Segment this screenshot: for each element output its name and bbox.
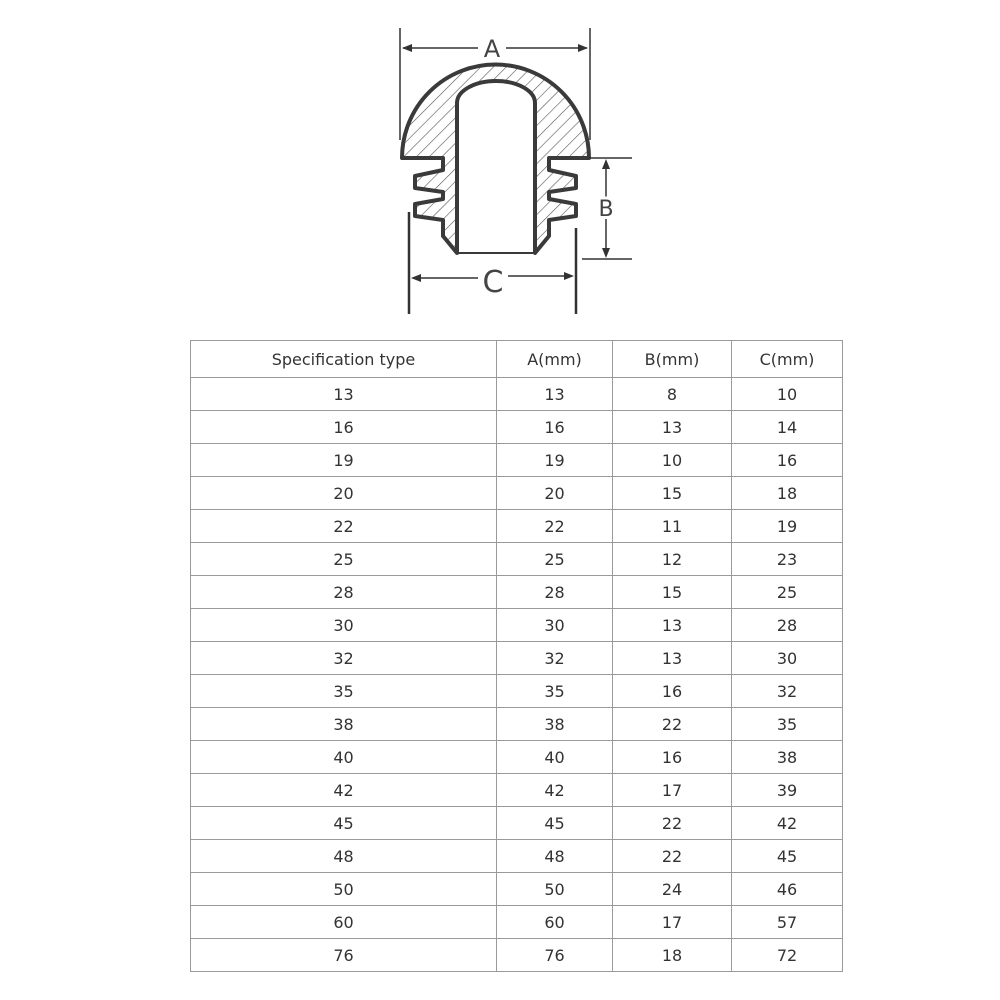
cell-specification-type: 76 (191, 939, 497, 972)
cell-b-mm: 13 (613, 411, 732, 444)
label-b: B (598, 197, 614, 222)
cell-specification-type: 48 (191, 840, 497, 873)
table-row (191, 576, 843, 609)
table-row (191, 378, 843, 411)
table-header-row (191, 341, 843, 378)
cell-c-mm: 39 (732, 774, 843, 807)
header-a-mm: A(mm) (497, 341, 613, 378)
cell-c-mm: 14 (732, 411, 843, 444)
table-row (191, 411, 843, 444)
cell-b-mm: 10 (613, 444, 732, 477)
cell-b-mm: 22 (613, 807, 732, 840)
cell-a-mm: 32 (497, 642, 613, 675)
table-row (191, 609, 843, 642)
table-row (191, 741, 843, 774)
cell-c-mm: 19 (732, 510, 843, 543)
table-row (191, 807, 843, 840)
cell-specification-type: 38 (191, 708, 497, 741)
cell-c-mm: 35 (732, 708, 843, 741)
cell-specification-type: 19 (191, 444, 497, 477)
header-c-mm: C(mm) (732, 341, 843, 378)
cell-specification-type: 16 (191, 411, 497, 444)
cell-c-mm: 46 (732, 873, 843, 906)
cell-c-mm: 42 (732, 807, 843, 840)
cell-specification-type: 20 (191, 477, 497, 510)
table-row (191, 906, 843, 939)
cell-a-mm: 30 (497, 609, 613, 642)
cell-b-mm: 18 (613, 939, 732, 972)
cell-b-mm: 16 (613, 741, 732, 774)
table-row (191, 642, 843, 675)
cell-specification-type: 45 (191, 807, 497, 840)
cell-a-mm: 35 (497, 675, 613, 708)
cell-specification-type: 30 (191, 609, 497, 642)
cell-b-mm: 16 (613, 675, 732, 708)
cell-a-mm: 45 (497, 807, 613, 840)
cell-specification-type: 25 (191, 543, 497, 576)
cell-specification-type: 35 (191, 675, 497, 708)
cell-a-mm: 42 (497, 774, 613, 807)
cell-c-mm: 32 (732, 675, 843, 708)
cell-a-mm: 40 (497, 741, 613, 774)
cell-a-mm: 28 (497, 576, 613, 609)
table-row (191, 708, 843, 741)
cell-a-mm: 38 (497, 708, 613, 741)
cell-a-mm: 16 (497, 411, 613, 444)
cell-specification-type: 50 (191, 873, 497, 906)
table-row (191, 840, 843, 873)
cell-a-mm: 48 (497, 840, 613, 873)
table-row (191, 675, 843, 708)
cell-c-mm: 57 (732, 906, 843, 939)
table-row (191, 477, 843, 510)
cell-specification-type: 32 (191, 642, 497, 675)
cell-b-mm: 15 (613, 576, 732, 609)
cell-a-mm: 50 (497, 873, 613, 906)
cap-section (402, 65, 589, 254)
label-c: C (482, 265, 504, 300)
cell-specification-type: 60 (191, 906, 497, 939)
cell-b-mm: 15 (613, 477, 732, 510)
cell-b-mm: 11 (613, 510, 732, 543)
cell-c-mm: 72 (732, 939, 843, 972)
cell-c-mm: 30 (732, 642, 843, 675)
cell-b-mm: 8 (613, 378, 732, 411)
cell-specification-type: 22 (191, 510, 497, 543)
cell-c-mm: 25 (732, 576, 843, 609)
table-row (191, 873, 843, 906)
cell-specification-type: 28 (191, 576, 497, 609)
cell-a-mm: 22 (497, 510, 613, 543)
table-body (191, 378, 843, 972)
cell-a-mm: 25 (497, 543, 613, 576)
cell-b-mm: 13 (613, 609, 732, 642)
cell-c-mm: 28 (732, 609, 843, 642)
cell-b-mm: 17 (613, 906, 732, 939)
cell-b-mm: 12 (613, 543, 732, 576)
cell-c-mm: 16 (732, 444, 843, 477)
table-row (191, 510, 843, 543)
cell-b-mm: 22 (613, 840, 732, 873)
cell-a-mm: 60 (497, 906, 613, 939)
label-a: A (483, 35, 501, 63)
cell-c-mm: 10 (732, 378, 843, 411)
cell-b-mm: 24 (613, 873, 732, 906)
cell-a-mm: 20 (497, 477, 613, 510)
end-cap-cross-section-diagram (0, 0, 1000, 330)
specification-table (190, 340, 843, 972)
table-row (191, 939, 843, 972)
cell-b-mm: 17 (613, 774, 732, 807)
header-b-mm: B(mm) (613, 341, 732, 378)
cell-b-mm: 13 (613, 642, 732, 675)
cell-c-mm: 38 (732, 741, 843, 774)
cell-a-mm: 76 (497, 939, 613, 972)
header-specification-type: Specification type (191, 341, 497, 378)
table-row (191, 774, 843, 807)
cell-c-mm: 45 (732, 840, 843, 873)
cell-specification-type: 40 (191, 741, 497, 774)
cell-c-mm: 23 (732, 543, 843, 576)
cell-a-mm: 13 (497, 378, 613, 411)
cell-specification-type: 42 (191, 774, 497, 807)
cell-b-mm: 22 (613, 708, 732, 741)
table-row (191, 444, 843, 477)
cell-specification-type: 13 (191, 378, 497, 411)
cell-c-mm: 18 (732, 477, 843, 510)
cell-a-mm: 19 (497, 444, 613, 477)
table-row (191, 543, 843, 576)
